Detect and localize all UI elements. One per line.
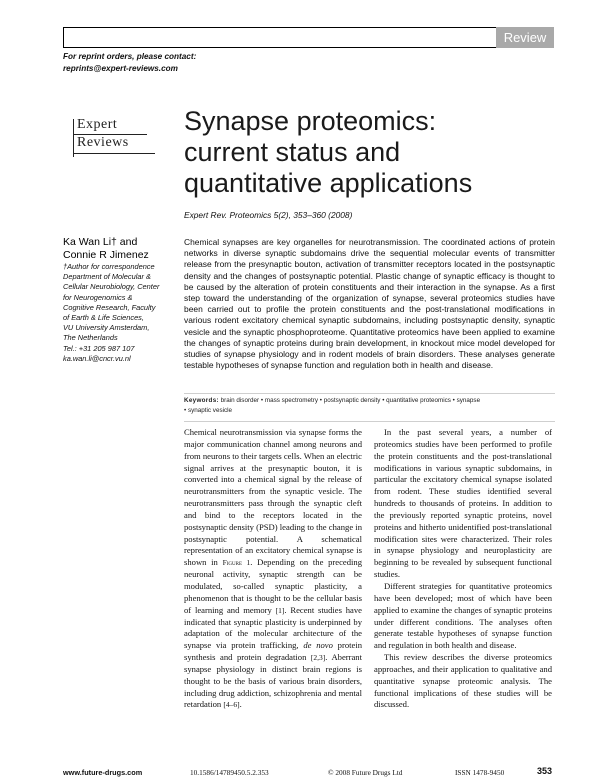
logo-line-2: Reviews bbox=[77, 135, 129, 150]
title-line-1: Synapse proteomics: bbox=[184, 106, 437, 136]
author-email-link[interactable]: ka.wan.li@cncr.vu.nl bbox=[63, 353, 131, 363]
review-tab: Review bbox=[496, 27, 554, 48]
keywords-label: Keywords: bbox=[184, 397, 219, 404]
body-paragraph: Chemical neurotransmission via synapse forms the major communication channel among neurons and from neurons to their targets cells. When an electric signal arrives at the presynaptic bouton, it is converted into a chemical signal by the release of neurotransmitters from the synaptic vesicle. The neurotransmitters pass through the synaptic cleft and bind to the receptors located in the postsynaptic density (PSD) leading to the change in postsynaptic potential. A schematical representation of an excitatory chemical synapse is shown in Figure 1. Depending on the preceding neuronal activity, synaptic strength can be modulated, so-called synaptic plasticity, a phenomenon that is thought to be the cellular basis of learning and memory [1]. Recent studies have indicated that synaptic plasticity is underpinned by adaptation of the molecular architecture of the synapse via protein trafficking, de novo protein synthesis and protein degradation [2,3]. Aberrant synapse physiology in distinct brain regions is thought to be the basis of various brain disorders, including drug addiction, schizophrenia and mental retardation [4–6]. bbox=[184, 427, 363, 710]
logo-line-1: Expert bbox=[77, 117, 118, 132]
affiliation-line: Cognitive Research, Faculty bbox=[63, 302, 156, 312]
authors bbox=[63, 236, 178, 262]
affiliation-line: VU University Amsterdam, bbox=[63, 323, 150, 333]
body-column-left bbox=[184, 427, 362, 711]
abstract: Chemical synapses are key organelles for neurotransmission. The coordinated actions of protein networks in diverse synaptic subdomains drive the sequential molecular events of transmitter release from the presynaptic bouton, activation of transmitter receptors located in the postsynaptic density and the changes of postsynaptic potential. Plastic change of synaptic efficacy is thought to be caused by the alteration of protein constituents and their interaction in the synapse. As a first step toward the understanding of the organization of synapse, several proteomics studies have been carried out to profile the protein constituents and the post-translational modifications in various rodent excitatory chemical synaptic subdomains, including postsynaptic density, synaptic vesicle and the synaptic phosphoproteome. Quantitative proteomics have been applied to examine the changes of synaptic proteins during brain development, in knockout mice model developed for studies of synapse physiology and in rodent models of brain disorders. These analyses generate testable hypotheses of synapse function and regulation both in health and disease. bbox=[184, 237, 555, 371]
reference-link[interactable]: [4–6] bbox=[223, 700, 240, 710]
affiliation-line: Cellular Neurobiology, Center bbox=[63, 282, 160, 292]
footer-copyright: © 2008 Future Drugs Ltd bbox=[328, 768, 403, 777]
title-line-2: current status and bbox=[184, 137, 401, 167]
affiliation bbox=[63, 262, 179, 364]
affiliation-line: for Neurogenomics & bbox=[63, 292, 133, 302]
expert-reviews-logo bbox=[73, 117, 163, 159]
affiliation-line: The Netherlands bbox=[63, 333, 118, 343]
body-column-right bbox=[374, 427, 552, 711]
article-title bbox=[184, 106, 544, 199]
keywords-divider bbox=[184, 421, 555, 422]
body-paragraph: This review describes the diverse proteomics approaches, and their application to qualitative and quantitative synapse proteomic analysis. The functional implications of these studies will be discussed. bbox=[374, 652, 552, 710]
authors-line-2: Connie R Jimenez bbox=[63, 249, 149, 261]
body-paragraph: In the past several years, a number of proteomics studies have been performed to profile the protein constituents and the post-translational modifications in various synaptic subdomains, in particular the excitatory chemical synapse isolated from rodent. These studies identified several hundreds to thousands of proteins. In addition to the previously reported synaptic proteins, novel proteins and hitherto unidentified post-translational modification sites were characterized. Their roles in synapse physiology and neuroplasticity are beginning to be revealed by subsequent functional studies. bbox=[374, 427, 552, 580]
authors-line-1: Ka Wan Li† and bbox=[63, 236, 138, 248]
keywords-line-2: • synaptic vesicle bbox=[184, 407, 233, 414]
keywords-line-1: brain disorder • mass spectrometry • postsynaptic density • quantitative proteomics • synapse bbox=[220, 397, 481, 404]
page-number: 353 bbox=[537, 766, 553, 776]
reprint-email: reprints@expert-reviews.com bbox=[63, 64, 178, 73]
reference-link[interactable]: [1] bbox=[275, 605, 285, 615]
keywords bbox=[184, 393, 555, 419]
affiliation-line: Department of Molecular & bbox=[63, 272, 151, 282]
body-paragraph: Different strategies for quantitative proteomics have been developed; most of which have been applied to examine the changes of synaptic proteins under different conditions. The analyses often generate testable hypotheses of synapse function and regulation in both health and disease. bbox=[374, 580, 552, 651]
affiliation-line: Tel.: +31 205 987 107 bbox=[63, 343, 135, 353]
citation: Expert Rev. Proteomics 5(2), 353–360 (2008) bbox=[184, 210, 353, 220]
footer-url[interactable]: www.future-drugs.com bbox=[63, 768, 143, 777]
reprint-line-1: For reprint orders, please contact: bbox=[63, 52, 197, 61]
figure-1-ref[interactable]: Figure 1 bbox=[222, 558, 251, 568]
title-line-3: quantitative applications bbox=[184, 168, 473, 198]
affiliation-line: of Earth & Life Sciences, bbox=[63, 313, 144, 323]
affiliation-line: †Author for correspondence bbox=[63, 262, 155, 271]
header-box bbox=[63, 27, 554, 48]
reference-link[interactable]: [2,3] bbox=[310, 653, 326, 663]
footer-doi: 10.1586/14789450.5.2.353 bbox=[190, 768, 269, 777]
footer-issn: ISSN 1478-9450 bbox=[455, 768, 505, 777]
